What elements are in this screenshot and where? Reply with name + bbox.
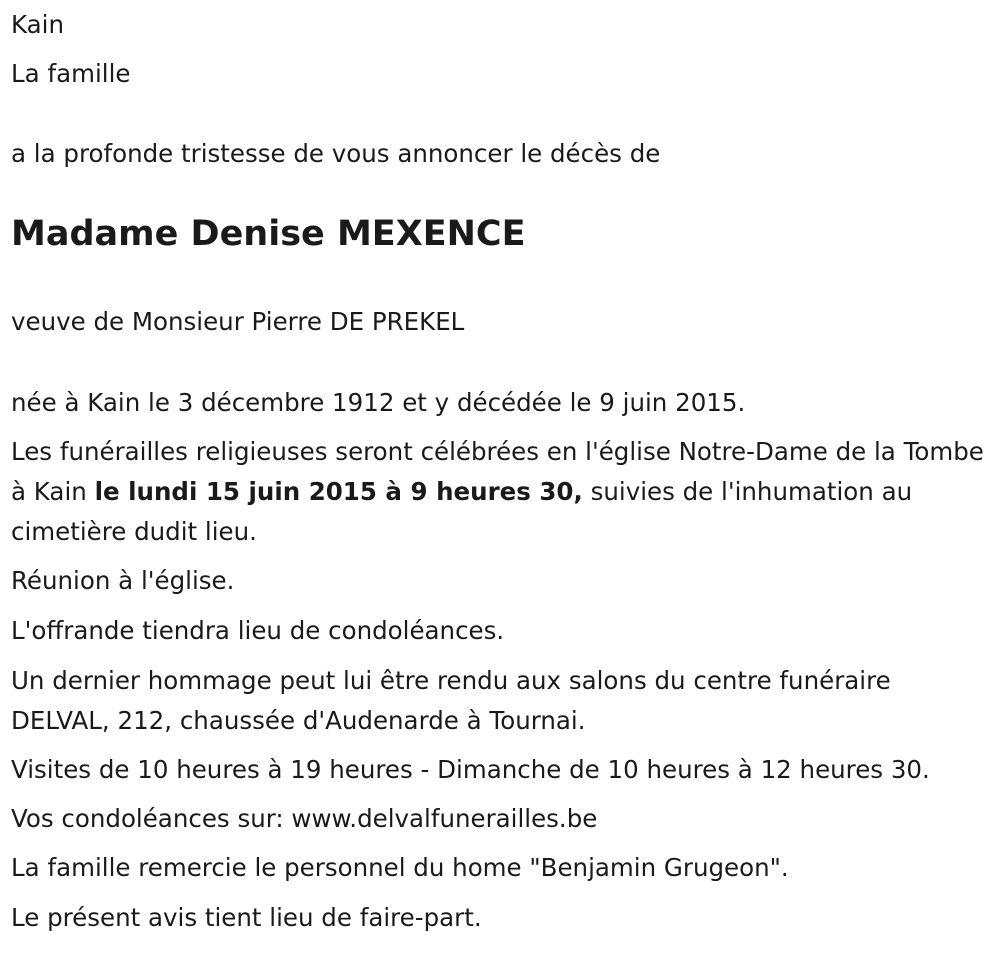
place-line: Kain [11,10,64,39]
visits-line: Visites de 10 heures à 19 heures - Dimanche de 10 heures à 12 heures 30. [11,755,930,784]
family-line: La famille [11,59,131,88]
thanks-line: La famille remercie le personnel du home "Benjamin Grugeon". [11,853,789,882]
closing-line: Le présent avis tient lieu de faire-part. [11,903,482,932]
announcement-line: a la profonde tristesse de vous annoncer le décès de [11,139,661,168]
funeral-intro: Les funérailles religieuses seront célébrées en l'église Notre-Dame de la Tombe à Kain [11,437,984,506]
condolences-line: Vos condoléances sur: www.delvalfunerailles.be [11,804,598,833]
funeral-outro: suivies de l'inhumation au cimetière dudit lieu. [11,477,913,546]
deceased-name: Madame Denise MEXENCE [11,214,526,254]
offering-line: L'offrande tiendra lieu de condoléances. [11,616,505,645]
tribute-paragraph: Un dernier hommage peut lui être rendu aux salons du centre funéraire DELVAL, 212, chaussée d'Audenarde à Tournai. [11,666,891,735]
birth-death-line: née à Kain le 3 décembre 1912 et y décédée le 9 juin 2015. [11,388,746,417]
spouse-line: veuve de Monsieur Pierre DE PREKEL [11,307,465,336]
meeting-line: Réunion à l'église. [11,566,235,595]
funeral-datetime: le lundi 15 juin 2015 à 9 heures 30, [94,477,583,506]
funeral-paragraph [11,432,986,552]
